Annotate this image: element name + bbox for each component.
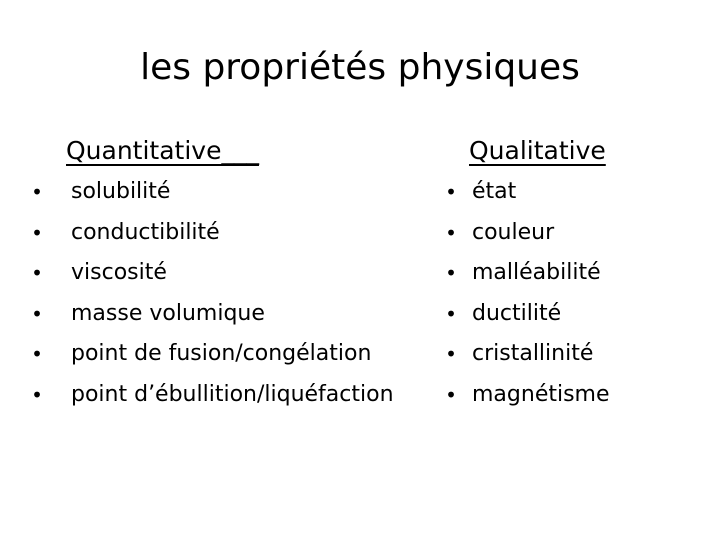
qualitative-item-label: cristallinité bbox=[472, 341, 594, 367]
slide-title: les propriétés physiques bbox=[140, 47, 580, 88]
qualitative-item-label: ductilité bbox=[472, 300, 562, 326]
quantitative-item-label: masse volumique bbox=[71, 300, 265, 326]
quantitative-item-label: point de fusion/congélation bbox=[71, 341, 372, 367]
quantitative-item-label: solubilité bbox=[71, 179, 171, 204]
bullet-icon: • bbox=[445, 220, 457, 245]
bullet-icon: • bbox=[31, 382, 43, 407]
bullet-icon: • bbox=[445, 342, 457, 367]
bullet-icon: • bbox=[445, 261, 457, 286]
qualitative-item-label: état bbox=[472, 179, 517, 204]
bullet-icon: • bbox=[31, 301, 43, 326]
bullet-icon: • bbox=[31, 180, 43, 204]
quantitative-item-label: point d’ébullition/liquéfaction bbox=[71, 381, 394, 407]
quantitative-header: Quantitative___ bbox=[66, 136, 259, 165]
qualitative-item-label: magnétisme bbox=[472, 381, 610, 407]
qualitative-header: Qualitative bbox=[469, 136, 606, 165]
quantitative-item-label: viscosité bbox=[71, 260, 167, 286]
qualitative-item-label: malléabilité bbox=[472, 260, 601, 286]
bullet-icon: • bbox=[31, 261, 43, 286]
bullet-icon: • bbox=[445, 180, 457, 204]
bullet-icon: • bbox=[445, 301, 457, 326]
bullet-icon: • bbox=[445, 382, 457, 407]
qualitative-item-label: couleur bbox=[472, 219, 555, 245]
bullet-icon: • bbox=[31, 342, 43, 367]
quantitative-item-label: conductibilité bbox=[71, 219, 220, 245]
bullet-icon: • bbox=[31, 220, 43, 245]
